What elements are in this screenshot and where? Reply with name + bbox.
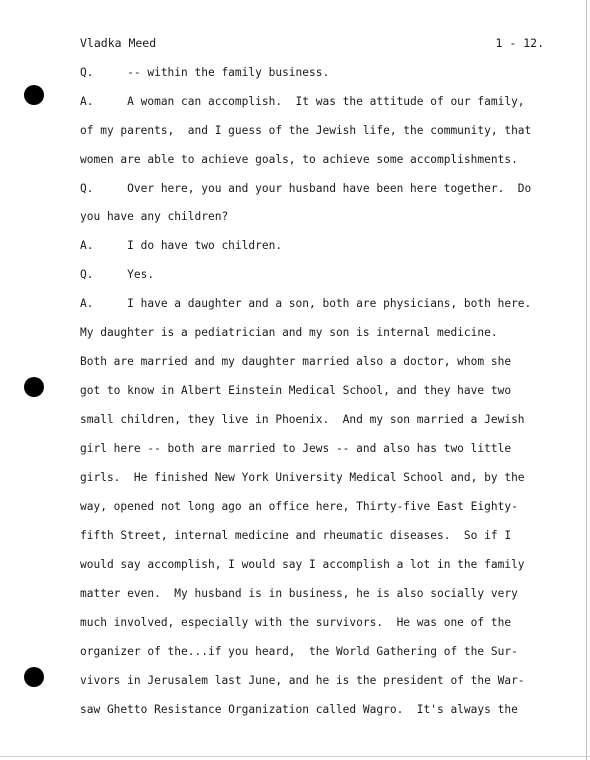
transcript-line: matter even. My husband is in business, he is also socially very [80, 587, 518, 600]
transcript-line: you have any children? [80, 210, 229, 223]
transcript-line: of my parents, and I guess of the Jewish life, the community, that [80, 124, 532, 137]
page-edge-bottom [0, 756, 590, 757]
binder-hole-top [24, 85, 44, 105]
transcript-line: way, opened not long ago an office here, Thirty-five East Eighty- [80, 500, 518, 513]
page-edge-right [586, 0, 587, 760]
transcript-line: Q. -- within the family business. [80, 66, 330, 79]
binder-hole-middle [24, 377, 44, 397]
transcript-line: girl here -- both are married to Jews -- and also has two little [80, 442, 512, 455]
transcript-line: women are able to achieve goals, to achieve some accomplishments. [80, 153, 518, 166]
transcript-line: Both are married and my daughter married also a doctor, whom she [80, 355, 512, 368]
transcript-line: fifth Street, internal medicine and rheumatic diseases. So if I [80, 529, 512, 542]
speaker-name: Vladka Meed [80, 36, 157, 50]
transcript-line: My daughter is a pediatrician and my son is internal medicine. [80, 326, 498, 339]
transcript-line: A. I have a daughter and a son, both are physicians, both here. [80, 297, 532, 310]
transcript-line: would say accomplish, I would say I accomplish a lot in the family [80, 558, 525, 571]
transcript-line: A. I do have two children. [80, 239, 283, 252]
binder-hole-bottom [24, 667, 44, 687]
transcript-line: A. A woman can accomplish. It was the attitude of our family, [80, 95, 525, 108]
transcript-line: girls. He finished New York University Medical School and, by the [80, 471, 525, 484]
transcript-line: Q. Over here, you and your husband have been here together. Do [80, 182, 532, 195]
page-number: 1 - 12. [495, 36, 544, 50]
page-header [80, 36, 544, 54]
transcript-line: Q. Yes. [80, 268, 155, 281]
transcript-line: vivors in Jerusalem last June, and he is the president of the War- [80, 674, 525, 687]
transcript-line: organizer of the...if you heard, the World Gathering of the Sur- [80, 645, 518, 658]
transcript-line: got to know in Albert Einstein Medical School, and they have two [80, 384, 512, 397]
transcript-line: much involved, especially with the survivors. He was one of the [80, 616, 512, 629]
transcript-line: small children, they live in Phoenix. And my son married a Jewish [80, 413, 525, 426]
transcript-line: saw Ghetto Resistance Organization called Wagro. It's always the [80, 703, 518, 716]
